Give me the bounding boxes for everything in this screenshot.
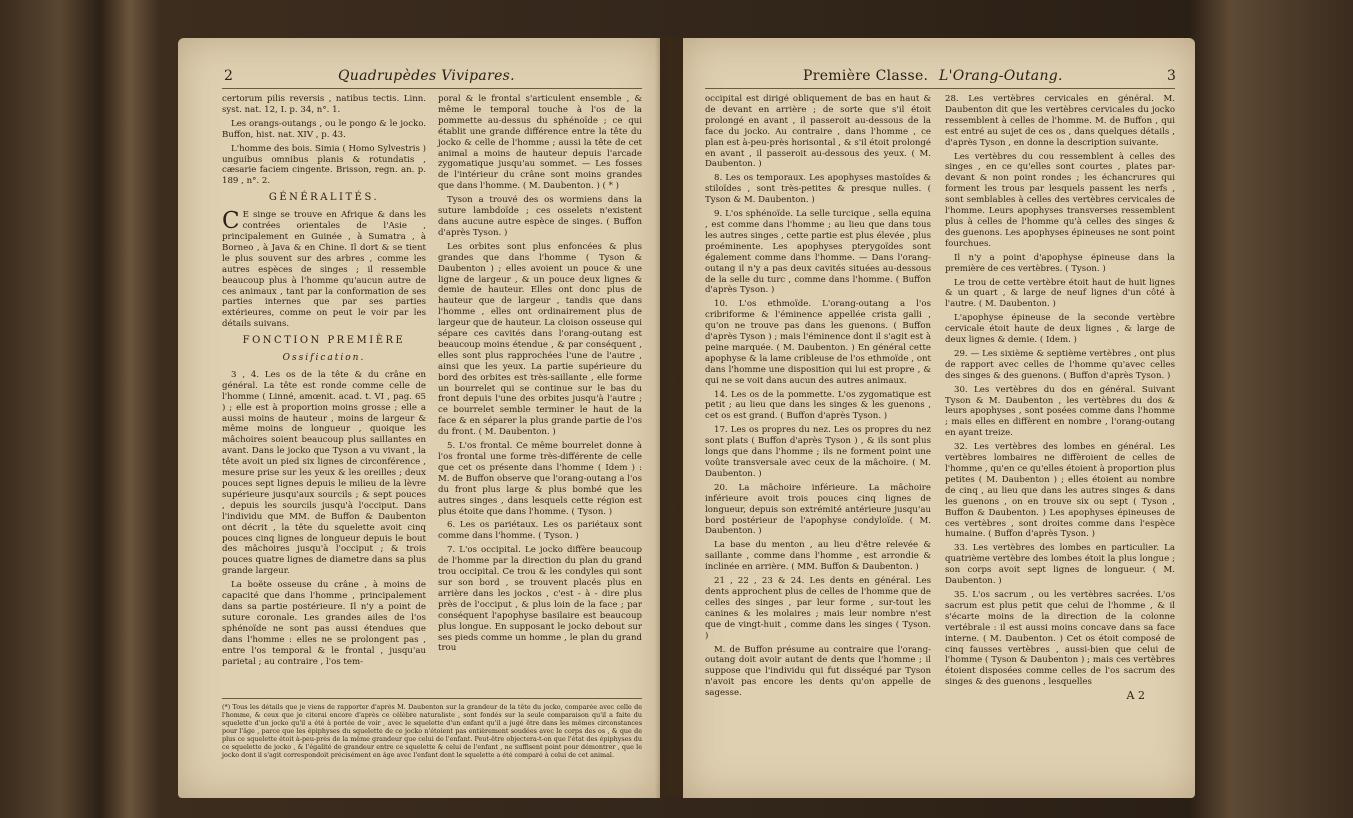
paragraph: 9. L'os sphénoïde. La selle turcique , sella equina , est comme dans l'homme ; au lieu que dans tous les autres singes , cette partie est plus élevée , plus proéminente. Les apophyses pterygoïdes sont également comme dans l'homme. — Dans l'orang-outang il n'y a pas deux cavités situées au-dessous de la selle du turc , comme dans l'homme. ( Buffon d'après Tyson. ) [705, 209, 931, 296]
left-column-2 [438, 94, 642, 657]
paragraph: 33. Les vertèbres des lombes en particulier. La quatrième vertèbre des lombes étoit la plus longue ; son corps avoit sept lignes de longueur. ( M. Daubenton. ) [945, 543, 1175, 587]
right-column-2 [945, 94, 1175, 702]
dropcap: C [222, 208, 240, 235]
paragraph: 8. Les os temporaux. Les apophyses mastoïdes & stiloïdes , sont très-petites & presque nulles. ( Tyson & M. Daubenton. ) [705, 173, 931, 206]
right-page [683, 38, 1195, 798]
paragraph: 20. La mâchoire inférieure. La mâchoire inférieure avoit trois pouces cinq lignes de longueur, depuis son extrémité antérieure jusqu'au bord postérieur de l'apophyse condyloïde. ( M. Daubenton. ) [705, 482, 931, 537]
paragraph: Les vertèbres du cou ressemblent à celles des singes , en ce qu'elles sont courtes , plates par-devant & non point rondes ; les échancrures qui forment les trous par lesquels passent les nerfs , sont semblables à celles des vertèbres cervicales de l'homme. Leurs apophyses transverses ressemblent plus à celles de l'homme qu'à celles des singes & des guenons. Les apophyses épineuses ne sont point fourchues. [945, 151, 1175, 249]
footnote: (*) Tous les détails que je viens de rapporter d'après M. Daubenton sur la grandeur de la tête du jocko, comparée avec celle de l'homme, & ceux que je citerai encore d'après ce célèbre naturaliste , sont fondés sur la seule comparaison qu'il a faite du squelette d'un jocko qu'il a été à portée de voir , avec le squelette d'un enfant qu'il a jugé être dans les mêmes circonstances pour l'âge , parce que les épiphyses du squelette de ce jocko n'étoient pas entièrement soudées avec le corps des os , & que de plus ce squelette étoit à-peu-près de la même grandeur que celui de l'enfant. Peut-être objectera-t-on que l'état des épiphyses du ce squelette de jocko , & l'égalité de grandeur entre ce squelette & celui de l'enfant , ne suffisent point pour démontrer , que le jocko dont il s'agit correspondoit précisément en âge avec l'enfant dont le squelette a été comparé à celui de cet animal. [222, 698, 642, 759]
paragraph-dropcap [222, 210, 426, 330]
paragraph: Les orbites sont plus enfoncées & plus grandes que dans l'homme ( Tyson & Daubenton ) ; elles avoient un pouce & une ligne de largeur , & un pouce deux lignes & demie de hauteur. Elles ont donc plus de hauteur que de largeur , tandis que dans l'homme , elles ont ordinairement plus de largeur que de hauteur. La cloison osseuse qui sépare ces cavités dans l'orang-outang est beaucoup moins étendue , & par conséquent , elles sont plus rapprochées l'une de l'autre , ainsi que les yeux. La partie supérieure du bord des orbites est très-saillante , elle forme un bourrelet qui se continue sur le bas du front depuis l'une des orbites jusqu'à l'autre ; ce bourrelet semble terminer le haut de la face & en séparer la plus grande partie de l'os du front. ( M. Daubenton. ) [438, 241, 642, 438]
paragraph: Tyson a trouvé des os wormiens dans la suture lambdoïde ; ces osselets n'existent dans aucune autre espèce de singes. ( Buffon d'après Tyson. ) [438, 195, 642, 238]
header-rule-right [705, 88, 1175, 89]
paragraph: Le trou de cette vertèbre étoit haut de huit lignes & un quart , & large de neuf lignes d'un côté à l'autre. ( M. Daubenton. ) [945, 277, 1175, 310]
left-column-1 [222, 94, 426, 670]
running-head-right-title: L'Orang-Outang. [939, 68, 1063, 84]
section-title: FONCTION PREMIÈRE [242, 335, 406, 347]
signature-mark: A 2 [1126, 689, 1145, 703]
paragraph: certorum pilis reversis , natibus tectis. Linn. syst. nat. 12, I. p. 34, n°. 1. [222, 94, 426, 115]
paragraph: 14. Les os de la pommette. L'os zygomatique est petit ; au lieu que dans les singes & les guenons , cet os est grand. ( Buffon d'après Tyson. ) [705, 389, 931, 422]
left-page [178, 38, 660, 798]
paragraph: L'apophyse épineuse de la seconde vertèbre cervicale étoit haute de deux lignes , & large de deux lignes & demie. ( Idem. ) [945, 313, 1175, 346]
paragraph: 5. L'os frontal. Ce même bourrelet donne à l'os frontal une forme très-différente de celle que cet os présente dans l'homme ( Idem ) : M. de Buffon observe que l'orang-outang a l'os du front plus large & plus bombé que les autres singes , dans lesquels cette région est plus étoite que dans l'homme. ( Tyson. ) [438, 441, 642, 517]
paragraph: occipital est dirigé obliquement de bas en haut & de devant en arrière ; de sorte que s'il étoit prolongé en avant , il passeroit au-dessous de la face du jocko. Au contraire , dans l'homme , ce plan est à-peu-près horisontal , & s'il étoit prolongé en avant , il passeroit au-dessous des yeux. ( M. Daubenton. ) [705, 94, 931, 170]
paragraph: 30. Les vertèbres du dos en général. Suivant Tyson & M. Daubenton , les vertèbres du dos & leurs apophyses , sont posées comme dans l'homme ; mais elles en diffèrent en nombre , l'orang-outang en ayant treize. [945, 384, 1175, 439]
section-subtitle: Ossification. [282, 353, 366, 364]
paragraph: 21 , 22 , 23 & 24. Les dents en général. Les dents approchent plus de celles de l'homme que de celles des singes , par leur forme , sur-tout les canines & les molaires ; mais leur nombre n'est que de vingt-huit , comme dans les singes ( Tyson. ) [705, 576, 931, 641]
paragraph: 35. L'os sacrum , ou les vertèbres sacrées. L'os sacrum est plus petit que celui de l'homme , & il s'écarte moins de la direction de la colonne vertébrale : il est aussi moins concave dans sa face interne. ( M. Daubenton. ) Cet os étoit composé de cinq fausses vertèbres , aussi-bien que celui de l'homme ( Tyson & Daubenton ) ; mais ces vertèbres étoient disposées comme celles de l'os sacrum des singes & des guenons , lesquelles [945, 589, 1175, 688]
paragraph: La base du menton , au lieu d'être relevée & saillante , comme dans l'homme , est arrondie & inclinée en arrière. ( MM. Buffon & Daubenton. ) [705, 540, 931, 573]
running-head-right-class: Première Classe. [803, 68, 929, 84]
paragraph-text: E singe se trouve en Afrique & dans les contrées orientales de l'Asie , principalement en Guinée , à Sumatra , à Borneo , à Java & en Chine. Il dort & se tient le plus souvent sur des arbres , comme les autres espèces de singes ; il ressemble beaucoup plus à l'homme qu'aucun autre de ces animaux , tant par la conformation de ses parties internes que par ses parties extérieures, comme on peut le voir par les détails suivans. [222, 210, 426, 330]
page-number-left: 2 [224, 68, 233, 84]
paragraph: M. de Buffon présume au contraire que l'orang-outang doit avoir autant de dents que l'homme ; il suppose que l'individu qui fut disséqué par Tyson n'avoit pas encore les dents qu'on appelle de sagesse. [705, 644, 931, 699]
paragraph: 3 , 4. Les os de la tête & du crâne en général. La tête est ronde comme celle de l'homme ( Linné, amœnit. acad. t. VI , pag. 65 ) ; elle est à proportion moins grosse ; elle a aussi moins de hauteur , moins de largeur & même moins de longueur , quoique les mâchoires soient beaucoup plus saillantes en avant. Dans le jocko que Tyson a vu vivant , la tête avoit un pied six lignes de circonférence , mesure prise sur les yeux & les oreilles ; deux pouces sept lignes depuis le milieu de la lèvre supérieure jusqu'aux sourcils ; & sept pouces , depuis les sourcils jusqu'à l'occiput. Dans l'individu que MM. de Buffon & Daubenton ont décrit , la tête du squelette avoit cinq pouces cinq lignes de longueur depuis le bout des mâchoires jusqu'à l'occiput ; & trois pouces quatre lignes de diametre dans sa plus grande largeur. [222, 369, 426, 577]
paragraph: Les orangs-outangs , ou le pongo & le jocko. Buffon, hist. nat. XIV , p. 43. [222, 118, 426, 140]
paragraph: 6. Les os pariétaux. Les os pariétaux sont comme dans l'homme. ( Tyson. ) [438, 520, 642, 542]
running-head-left: Quadrupèdes Vivipares. [338, 68, 515, 84]
right-column-1 [705, 94, 931, 702]
paragraph: 28. Les vertèbres cervicales en général. M. Daubenton dit que les vertèbres cervicales du jocko ressemblent à celles de l'homme. M. de Buffon , qui est entré au sujet de ces os , dans quelques détails , d'après Tyson , en donne la description suivante. [945, 94, 1175, 148]
paragraph: 7. L'os occipital. Le jocko diffère beaucoup de l'homme par la direction du plan du grand trou occipital. Ce trou & les condyles qui sont sur son bord , se trouvent placés plus en arrière dans les jockos , c'est - à - dire plus près de l'occiput , & plus loin de la face ; par conséquent l'apophyse basilaire est beaucoup plus longue. En supposant le jocko debout sur ses pieds comme un homme , le plan du grand trou [438, 545, 642, 654]
paragraph: L'homme des bois. Simia ( Homo Sylvestris ) unguibus omnibus planis & rotundatis , cæsarie faciem cingente. Brisson, regn. an. p. 189 , n°. 2. [222, 143, 426, 187]
paragraph: 29. — Les sixième & septième vertèbres , ont plus de rapport avec celles de l'homme qu'avec celles des singes & des guenons. ( Buffon d'après Tyson. ) [945, 348, 1175, 381]
paragraph: 17. Les os propres du nez. Les os propres du nez sont plats ( Buffon d'après Tyson ) , & ils sont plus longs que dans l'homme ; ils ne forment point une voûte transversale avec ceux de la mâchoire. ( M. Daubenton. ) [705, 425, 931, 479]
paragraph: 10. L'os ethmoïde. L'orang-outang a l'os cribriforme & l'éminence appellée crista galli , qu'on ne trouve pas dans les guenons. ( Buffon d'après Tyson ) ; mais l'éminence dont il s'agit est à peine marquée. ( M. Daubenton. ) En général cette apophyse & la lame cribleuse de l'os ethmoïde , ont dans l'homme une disposition qui lui est propre , & qui ne se voit dans aucun des autres animaux. [705, 299, 931, 386]
paragraph: La boëte osseuse du crâne , à moins de capacité que dans l'homme , principalement dans sa partie postérieure. Il n'y a point de suture coronale. Les grandes ailes de l'os sphénoïde ne sont pas aussi étendues que dans l'homme : elles ne se prolongent pas , entre l'os temporal & le frontal , jusqu'au parietal ; au contraire , l'os tem- [222, 580, 426, 667]
section-title: GÉNÉRALITÉS. [268, 192, 380, 204]
page-number-right: 3 [1167, 68, 1176, 84]
paragraph: 32. Les vertèbres des lombes en général. Les vertèbres lombaires ne diffèroient de celles de l'homme , qu'en ce qu'elles étoient à proportion plus petites ( M. Daubenton ) ; elles étoient au nombre de cinq , au lieu que dans les autres singes & dans les guenons , on en trouve six ou sept ( Tyson , Buffon & Daubenton. ) Les apophyses épineuses de ces vertèbres , sont droites comme dans l'espèce humaine. ( Buffon d'après Tyson. ) [945, 442, 1175, 540]
paragraph: poral & le frontal s'articulent ensemble , & même le temporal touche à l'os de la pommette au-dessus du sphénoïde ; ce qui établit une grande différence entre la tête du jocko & celle de l'homme ; aussi la tête de cet animal a moins de hauteur depuis l'arcade zygomatique jusqu'au sommet. — Les fosses de l'intérieur du crâne sont moins grandes que dans l'homme. ( M. Daubenton. ) ( * ) [438, 94, 642, 192]
header-rule-left [222, 88, 642, 89]
paragraph: Il n'y a point d'apophyse épineuse dans la première de ces vertèbres. ( Tyson. ) [945, 252, 1175, 274]
